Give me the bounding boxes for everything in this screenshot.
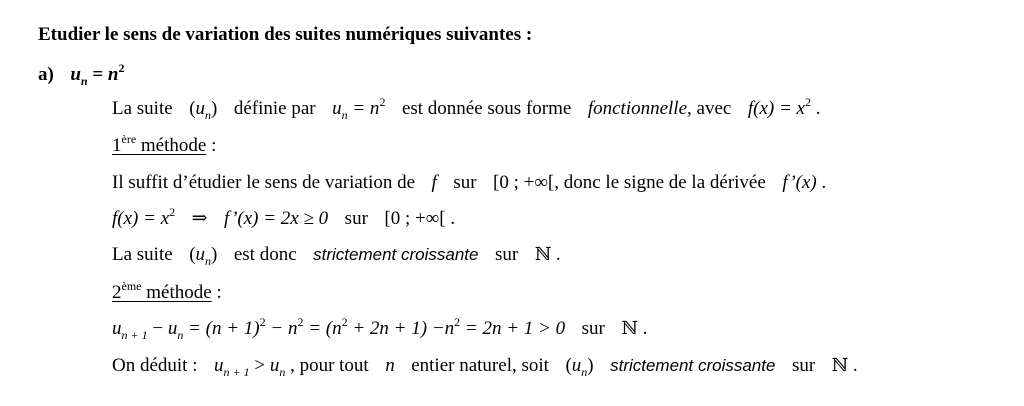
- line-conclusion-1: [112, 243, 561, 267]
- paren-open: (: [189, 98, 196, 119]
- seq-u-3: u: [195, 244, 206, 265]
- fprime-expr: f’(x) = 2x ≥ 0: [224, 208, 329, 229]
- method-2-num: 2: [112, 282, 122, 303]
- n-var: n: [385, 355, 395, 376]
- method-2-heading: [112, 281, 222, 305]
- eq-n: = n: [352, 98, 380, 119]
- paren-close-3: ): [587, 355, 594, 376]
- gt-sign: >: [249, 355, 270, 376]
- minus-sign: −: [147, 318, 168, 339]
- period: .: [815, 98, 821, 119]
- fprime-x: f’(x): [782, 172, 817, 193]
- naturals-symbol: ℕ: [534, 244, 552, 265]
- sub-n-b: n: [279, 365, 286, 379]
- text-avec: , avec: [687, 98, 732, 119]
- text-on-deduit: On déduit :: [112, 355, 198, 376]
- line-difference: [112, 317, 647, 341]
- strictement-croissante: strictement croissante: [313, 245, 479, 264]
- sub-n1-b: n + 1: [223, 365, 250, 379]
- method-2-word: méthode: [141, 282, 212, 303]
- period-5: .: [642, 318, 648, 339]
- fx-expr-2: f(x) = x: [112, 208, 170, 229]
- text-est-donnee: est donnée sous forme: [401, 98, 572, 119]
- part-a-heading: [38, 63, 125, 87]
- text-donc: , donc le signe de la dérivée: [554, 172, 766, 193]
- exp-2g: 2: [454, 315, 461, 329]
- implies-symbol: ⇒: [191, 208, 208, 229]
- part-a-label: a): [38, 64, 54, 85]
- exp-2d: 2: [259, 315, 266, 329]
- paren-open-3: (: [565, 355, 572, 376]
- exp-2b: 2: [804, 95, 811, 109]
- paren-close-2: ): [211, 244, 218, 265]
- seq-n-3: n: [205, 254, 212, 268]
- text-est-donc: est donc: [233, 244, 297, 265]
- text-la-suite-2: La suite: [112, 244, 173, 265]
- naturals-symbol-3: ℕ: [831, 355, 849, 376]
- method-1-heading: [112, 134, 216, 158]
- expr-mid: = (n + 1): [183, 318, 260, 339]
- period-2: .: [821, 172, 827, 193]
- method-2-colon: :: [216, 282, 222, 303]
- expr-rest: + 2n + 1) −n: [347, 318, 455, 339]
- seq-n-2: n: [341, 108, 348, 122]
- sequence-index: n: [80, 74, 88, 88]
- exponent-2: 2: [118, 61, 125, 75]
- seq-u-4: u: [571, 355, 582, 376]
- f-symbol: f: [431, 172, 437, 193]
- period-6: .: [852, 355, 858, 376]
- fx-expr: f(x) = x: [747, 98, 805, 119]
- exercise-title: [38, 23, 532, 47]
- interval-2: [0 ; +∞[: [384, 208, 446, 229]
- strictement-croissante-2: strictement croissante: [610, 356, 776, 375]
- sub-n: n: [177, 328, 184, 342]
- word-fonctionnelle: fonctionnelle: [587, 98, 688, 119]
- paren-open-2: (: [189, 244, 196, 265]
- expr-tail: = 2n + 1 > 0: [460, 318, 566, 339]
- method-1-word: méthode: [136, 135, 207, 156]
- sequence-u: u: [70, 64, 81, 85]
- method-1-sup: ère: [121, 132, 137, 146]
- exercise-title-text: Etudier le sens de variation des suites numériques suivantes :: [38, 24, 533, 45]
- seq-u-2: u: [332, 98, 342, 119]
- line-il-suffit: [112, 171, 826, 195]
- text-sur: sur: [453, 172, 477, 193]
- seq-u: u: [195, 98, 206, 119]
- method-2-sup: ème: [121, 279, 142, 293]
- naturals-symbol-2: ℕ: [621, 318, 638, 339]
- paren-close: ): [211, 98, 218, 119]
- method-1-colon: :: [211, 135, 217, 156]
- text-sur-5: sur: [791, 355, 816, 376]
- u-n-b: u: [269, 355, 280, 376]
- u-n1: u: [112, 318, 122, 339]
- exp-2: 2: [379, 95, 386, 109]
- equals-sign: =: [92, 64, 104, 85]
- text-sur-3: sur: [494, 244, 519, 265]
- sub-n1: n + 1: [121, 328, 148, 342]
- seq-n: n: [205, 108, 212, 122]
- n-term: n: [107, 64, 119, 85]
- method-1-num: 1: [112, 135, 122, 156]
- period-4: .: [555, 244, 561, 265]
- line-deduction: [112, 354, 858, 378]
- text-il-suffit: Il suffit d’étudier le sens de variation de: [112, 172, 416, 193]
- text-sur-2: sur: [344, 208, 368, 229]
- text-entier-naturel: entier naturel, soit: [411, 355, 549, 376]
- u-n: u: [167, 318, 178, 339]
- exp-2e: 2: [297, 315, 304, 329]
- interval: [0 ; +∞[: [493, 172, 555, 193]
- text-sur-4: sur: [581, 318, 605, 339]
- expr-eq2: = (n: [303, 318, 342, 339]
- seq-n-4: n: [581, 365, 588, 379]
- period-3: .: [450, 208, 456, 229]
- u-n1-b: u: [214, 355, 224, 376]
- text-la-suite: La suite: [112, 98, 173, 119]
- exp-2f: 2: [341, 315, 348, 329]
- line-derivative: [112, 207, 455, 231]
- line-definition: [112, 97, 820, 121]
- exp-2c: 2: [169, 205, 176, 219]
- text-pour-tout: , pour tout: [290, 355, 369, 376]
- expr-minus-n: − n: [265, 318, 298, 339]
- text-definie-par: définie par: [233, 98, 316, 119]
